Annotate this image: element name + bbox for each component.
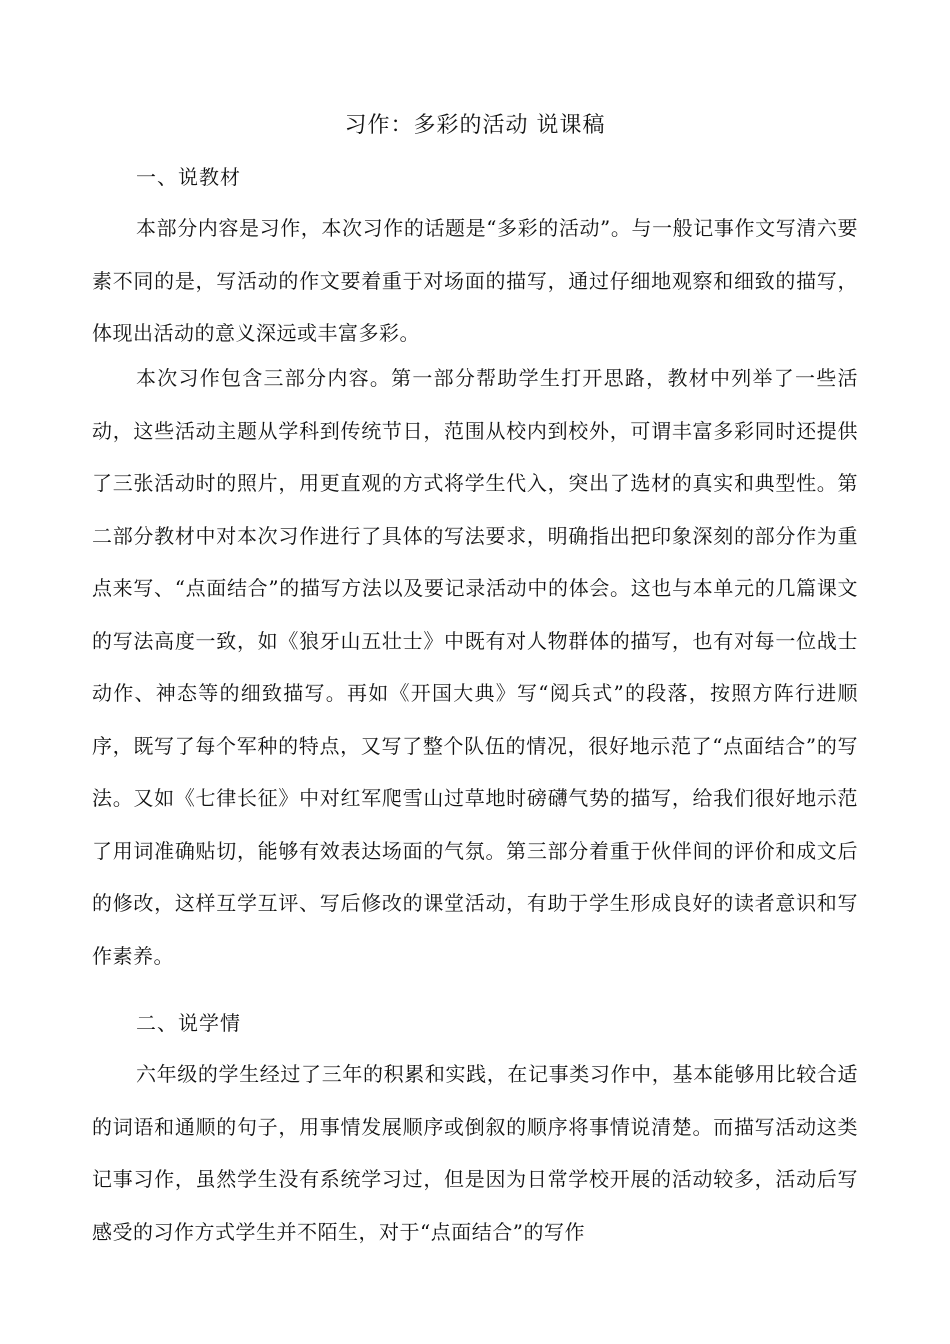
document-title: 习作：多彩的活动 说课稿 [344, 113, 606, 138]
paragraph-students: 六年级的学生经过了三年的积累和实践，在记事类习作中，基本能够用比较合适的词语和通顺的句子，用事情发展顺序或倒叙的顺序将事情说清楚。而描写活动这类记事习作，虽然学生没有系统学习过，但是因为日常学校开展的活动较多，活动后写感受的习作方式学生并不陌生，对于“点面结合”的写作 [92, 1062, 858, 1244]
paragraph-textbook-intro: 本部分内容是习作，本次习作的话题是“多彩的活动”。与一般记事作文写清六要素不同的是，写活动的作文要着重于对场面的描写，通过仔细地观察和细致的描写，体现出活动的意义深远或丰富多彩。 [92, 216, 858, 345]
paragraph-textbook-content: 本次习作包含三部分内容。第一部分帮助学生打开思路，教材中列举了一些活动，这些活动主题从学科到传统节日，范围从校内到校外，可谓丰富多彩同时还提供了三张活动时的照片，用更直观的方式将学生代入，突出了选材的真实和典型性。第二部分教材中对本次习作进行了具体的写法要求，明确指出把印象深刻的部分作为重点来写、“点面结合”的描写方法以及要记录活动中的体会。这也与本单元的几篇课文的写法高度一致，如《狼牙山五壮士》中既有对人物群体的描写，也有对每一位战士动作、神态等的细致描写。再如《开国大典》写“阅兵式”的段落，按照方阵行进顺序，既写了每个军种的特点，又写了整个队伍的情况，很好地示范了“点面结合”的写法。又如《七律长征》中对红军爬雪山过草地时磅礴气势的描写，给我们很好地示范了用词准确贴切，能够有效表达场面的气氛。第三部分着重于伙伴间的评价和成文后的修改，这样互学互评、写后修改的课堂活动，有助于学生形成良好的读者意识和写作素养。 [92, 366, 858, 968]
section-heading-textbook: 一、说教材 [136, 165, 241, 189]
section-heading-students: 二、说学情 [136, 1011, 241, 1035]
